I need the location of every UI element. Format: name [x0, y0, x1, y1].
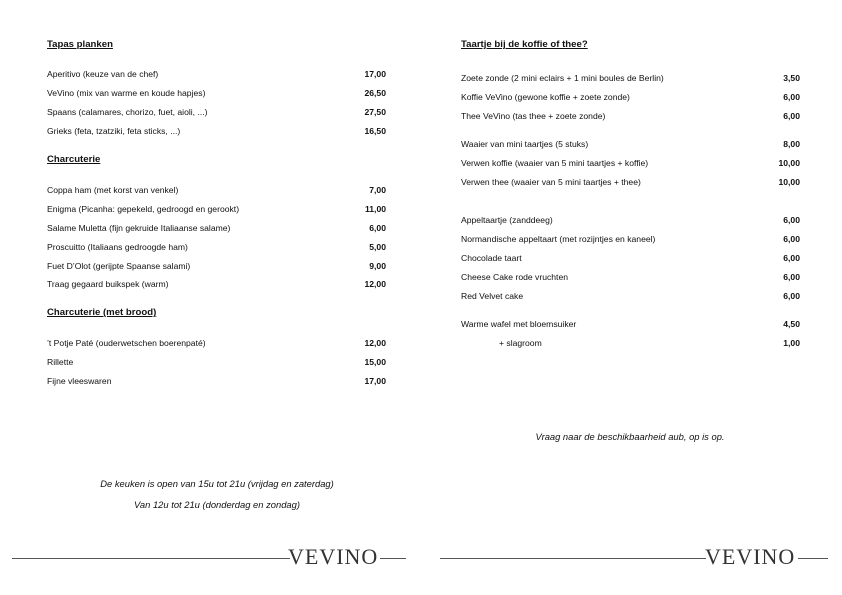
menu-item-name: ’t Potje Paté (ouderwetschen boerenpaté)	[47, 338, 206, 348]
menu-item-price: 6,00	[783, 215, 800, 225]
menu-item-price: 9,00	[369, 261, 386, 271]
menu-item-name: Verwen koffie (waaier van 5 mini taartjes + koffie)	[461, 158, 649, 168]
availability-note: Vraag naar de beschikbaarheid aub, op is op.	[535, 431, 725, 442]
footer-rule	[380, 558, 406, 559]
menu-item-name: Cheese Cake rode vruchten	[461, 272, 569, 282]
menu-item-name: Zoete zonde (2 mini eclairs + 1 mini boules de Berlin)	[461, 73, 664, 83]
kitchen-hours-note: De keuken is open van 15u tot 21u (vrijdag en zaterdag)	[100, 478, 334, 489]
menu-item-price: 10,00	[778, 158, 800, 168]
menu-item-price: 17,00	[364, 69, 386, 79]
menu-item-name: + slagroom	[499, 338, 542, 348]
menu-item-price: 6,00	[783, 253, 800, 263]
menu-item-name: Verwen thee (waaier van 5 mini taartjes + thee)	[461, 177, 641, 187]
footer-rule	[440, 558, 706, 559]
menu-item-price: 5,00	[369, 242, 386, 252]
menu-item-name: Koffie VeVino (gewone koffie + zoete zonde)	[461, 92, 630, 102]
menu-item-name: Rillette	[47, 357, 74, 367]
menu-item-price: 6,00	[783, 234, 800, 244]
menu-item-name: Salame Muletta (fijn gekruide Italiaanse salame)	[47, 223, 231, 233]
menu-item-name: Thee VeVino (tas thee + zoete zonde)	[461, 111, 606, 121]
menu-item-price: 3,50	[783, 73, 800, 83]
menu-item-name: Coppa ham (met korst van venkel)	[47, 185, 179, 195]
menu-item-price: 1,00	[783, 338, 800, 348]
menu-item-name: VeVino (mix van warme en koude hapjes)	[47, 88, 206, 98]
menu-item-price: 6,00	[783, 272, 800, 282]
footer-rule	[12, 558, 290, 559]
menu-item-name: Chocolade taart	[461, 253, 522, 263]
menu-item-price: 10,00	[778, 177, 800, 187]
section-heading: Charcuterie (met brood)	[47, 307, 157, 318]
menu-item-name: Enigma (Picanha: gepekeld, gedroogd en gerookt)	[47, 204, 240, 214]
menu-item-name: Appeltaartje (zanddeeg)	[461, 215, 553, 225]
menu-item-price: 11,00	[364, 204, 386, 214]
menu-item-price: 6,00	[369, 223, 386, 233]
menu-item-name: Warme wafel met bloemsuiker	[461, 319, 577, 329]
menu-item-price: 26,50	[364, 88, 386, 98]
menu-item-name: Fijne vleeswaren	[47, 376, 112, 386]
menu-item-name: Proscuitto (Italiaans gedroogde ham)	[47, 242, 188, 252]
menu-item-name: Traag gegaard buikspek (warm)	[47, 279, 169, 289]
menu-item-price: 12,00	[364, 338, 386, 348]
menu-item-name: Spaans (calamares, chorizo, fuet, aioli, ...)	[47, 107, 208, 117]
section-heading: Charcuterie	[47, 154, 101, 165]
menu-item-name: Grieks (feta, tzatziki, feta sticks, ...)	[47, 126, 181, 136]
footer-rule	[798, 558, 828, 559]
menu-item-name: Normandische appeltaart (met rozijntjes en kaneel)	[461, 234, 656, 244]
menu-item-name: Waaier van mini taartjes (5 stuks)	[461, 139, 589, 149]
vevino-logo: VEVINO	[705, 544, 796, 569]
menu-item-price: 7,00	[369, 185, 386, 195]
menu-item-price: 6,00	[783, 111, 800, 121]
menu-item-name: Fuet D’Olot (gerijpte Spaanse salami)	[47, 261, 191, 271]
menu-item-price: 15,00	[364, 357, 386, 367]
menu-item-price: 6,00	[783, 92, 800, 102]
menu-item-price: 17,00	[364, 376, 386, 386]
vevino-logo: VEVINO	[288, 544, 379, 569]
menu-item-name: Aperitivo (keuze van de chef)	[47, 69, 159, 79]
menu-item-price: 12,00	[364, 279, 386, 289]
menu-item-price: 6,00	[783, 291, 800, 301]
menu-item-price: 27,50	[364, 107, 386, 117]
menu-item-price: 8,00	[783, 139, 800, 149]
menu-item-name: Red Velvet cake	[461, 291, 524, 301]
kitchen-hours-note: Van 12u tot 21u (donderdag en zondag)	[134, 499, 300, 510]
section-heading: Tapas planken	[47, 39, 113, 50]
menu-item-price: 16,50	[364, 126, 386, 136]
menu-item-price: 4,50	[783, 319, 800, 329]
section-heading: Taartje bij de koffie of thee?	[461, 39, 588, 50]
